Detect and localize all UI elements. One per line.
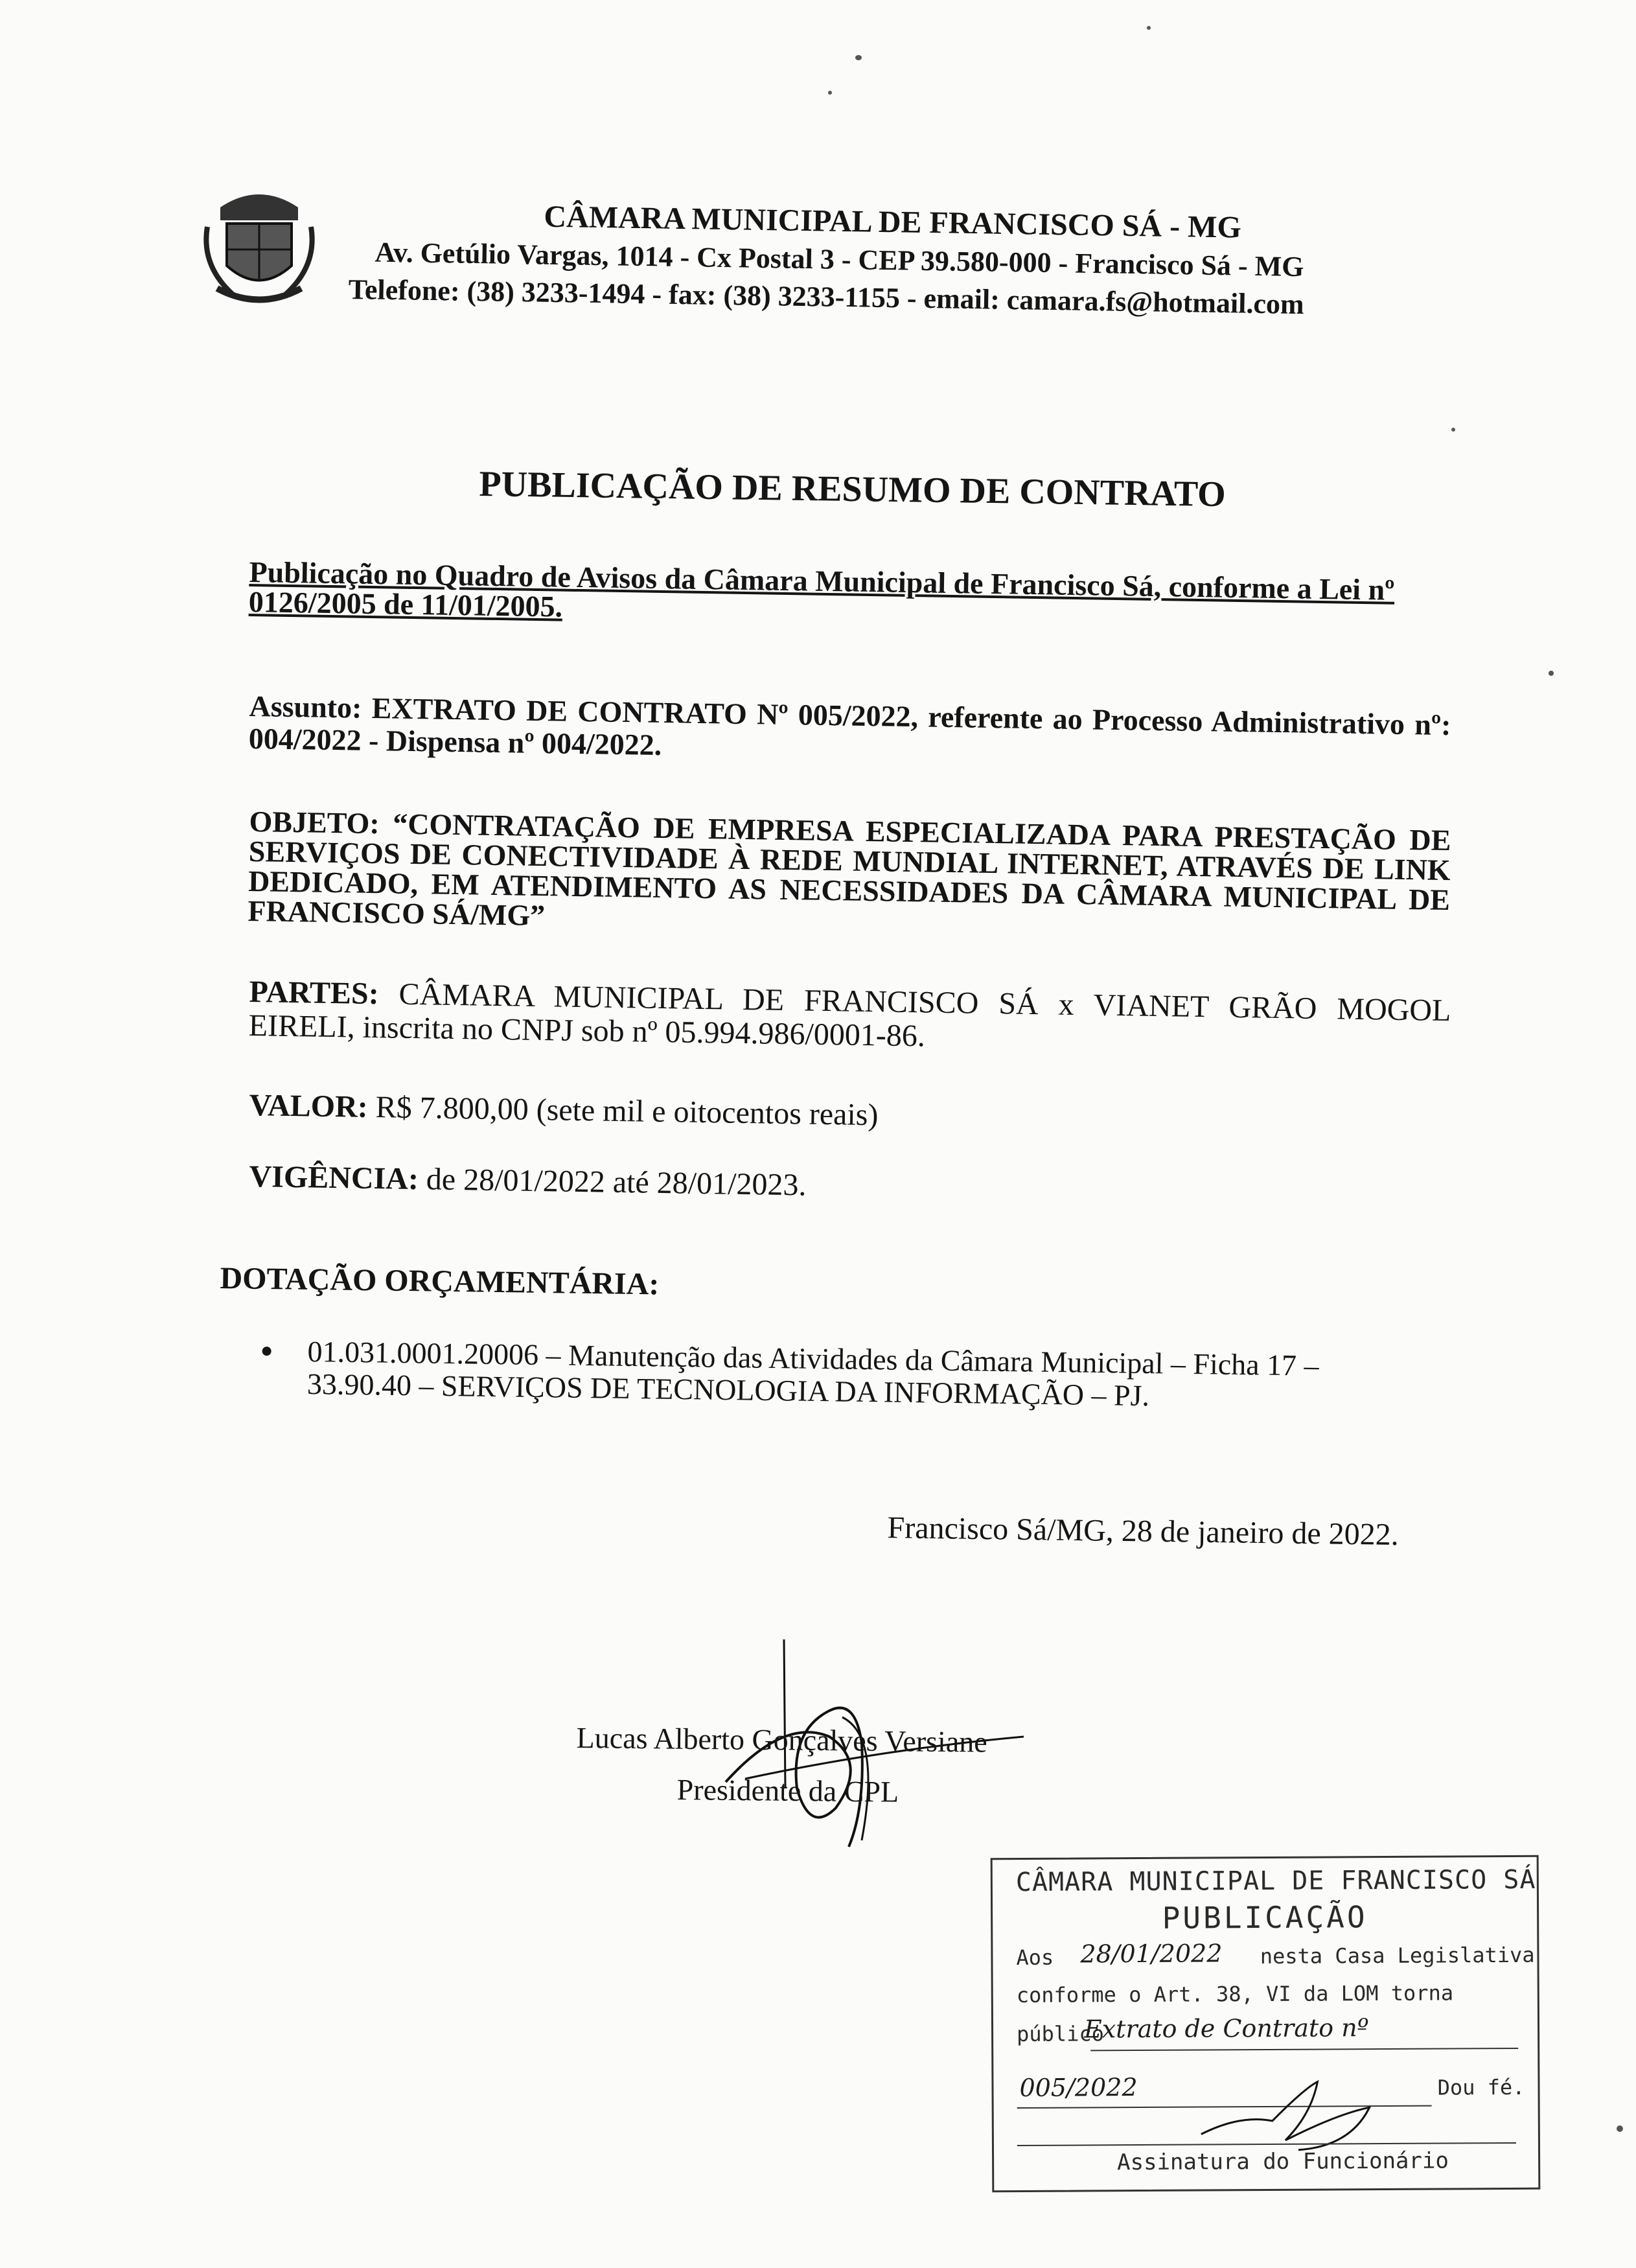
vigencia-line (249, 1160, 1451, 1212)
dotacao-item-text: 01.031.0001.20006 – Manutenção das Atividades da Câmara Municipal – Ficha 17 – 33.90.40 – SERVIÇOS DE TECNOLOGIA DA INFORMAÇÃO – PJ. (306, 1334, 1320, 1413)
stamp-aos-suffix: nesta Casa Legislativa (1260, 1942, 1535, 1969)
scan-speck (828, 91, 832, 95)
stamp-handwritten-date: 28/01/2022 (1080, 1939, 1223, 1969)
assunto-label: Assunto: (249, 689, 362, 724)
stamp-institution: CÂMARA MUNICIPAL DE FRANCISCO SÁ (1015, 1864, 1536, 1898)
signatory-role: Presidente da CPL (676, 1773, 899, 1809)
signatory-name: Lucas Alberto Gonçalves Versiane (576, 1721, 987, 1759)
stamp-signature (1188, 2075, 1383, 2154)
stamp-signature-caption: Assinatura do Funcionário (1117, 2147, 1449, 2176)
municipal-crest-logo (194, 181, 324, 311)
stamp-aos-prefix: Aos (1016, 1945, 1054, 1971)
publication-note: Publicação no Quadro de Avisos da Câmara Municipal de Francisco Sá, conforme a Lei nº 0126/2005 de 11/01/2005. (248, 555, 1395, 623)
dotacao-heading: DOTAÇÃO ORÇAMENTÁRIA: (220, 1260, 660, 1302)
stamp-dou-fe: Dou fé. (1437, 2074, 1525, 2100)
assunto-text: EXTRATO DE CONTRATO Nº 005/2022, referente ao Processo Administrativo nº: 004/2022 - Dispensa nº 004/2022. (248, 691, 1451, 762)
partes-text: CÂMARA MUNICIPAL DE FRANCISCO SÁ x VIANET GRÃO MOGOL EIRELI, inscrita no CNPJ sob nº 05.994.986/0001-86. (248, 977, 1451, 1054)
stamp-rule (1090, 2048, 1518, 2051)
scan-speck (1147, 26, 1151, 30)
objeto-paragraph: OBJETO: “CONTRATAÇÃO DE EMPRESA ESPECIALIZADA PARA PRESTAÇÃO DE SERVIÇOS DE CONECTIVIDADE À REDE MUNDIAL INTERNET, ATRAVÉS DE LINK DEDICADO, EM ATENDIMENTO AS NECESSIDADES DA CÂMARA MUNICIPAL DE FRANCISCO SÁ/MG” (248, 805, 1451, 932)
publication-stamp (991, 1855, 1541, 2192)
partes-paragraph (248, 975, 1451, 1061)
vigencia-label: VIGÊNCIA: (249, 1159, 419, 1197)
partes-label: PARTES: (249, 975, 380, 1012)
place-date: Francisco Sá/MG, 28 de janeiro de 2022. (887, 1510, 1400, 1553)
vigencia-text: de 28/01/2022 até 28/01/2023. (426, 1162, 807, 1203)
document-title: PUBLICAÇÃO DE RESUMO DE CONTRATO (479, 463, 1227, 515)
valor-text: R$ 7.800,00 (sete mil e oitocentos reais) (375, 1090, 879, 1133)
stamp-handwritten-number: 005/2022 (1019, 2073, 1138, 2102)
stamp-handwritten-subject: Extrato de Contrato nº (1083, 2013, 1369, 2044)
valor-line (249, 1089, 1451, 1141)
assunto-paragraph (248, 690, 1451, 774)
institution-address: Av. Getúlio Vargas, 1014 - Cx Postal 3 - CEP 39.580-000 - Francisco Sá - MG (374, 236, 1304, 283)
scan-speck (1451, 428, 1455, 432)
stamp-conforme-line: conforme o Art. 38, VI da LOM torna (1016, 1980, 1454, 2008)
institution-name: CÂMARA MUNICIPAL DE FRANCISCO SÁ - MG (544, 199, 1242, 245)
stamp-publico-label: público (1016, 2021, 1105, 2047)
bullet-icon (262, 1347, 271, 1356)
valor-label: VALOR: (249, 1088, 369, 1124)
institution-contact: Telefone: (38) 3233-1494 - fax: (38) 3233-1155 - email: camara.fs@hotmail.com (348, 273, 1305, 321)
scan-speck (855, 55, 862, 60)
dotacao-list-item (262, 1335, 1429, 1416)
stamp-title: PUBLICAÇÃO (1162, 1899, 1368, 1936)
scan-speck (1549, 671, 1554, 676)
scan-speck (1617, 2125, 1623, 2132)
letterhead (348, 194, 1451, 326)
